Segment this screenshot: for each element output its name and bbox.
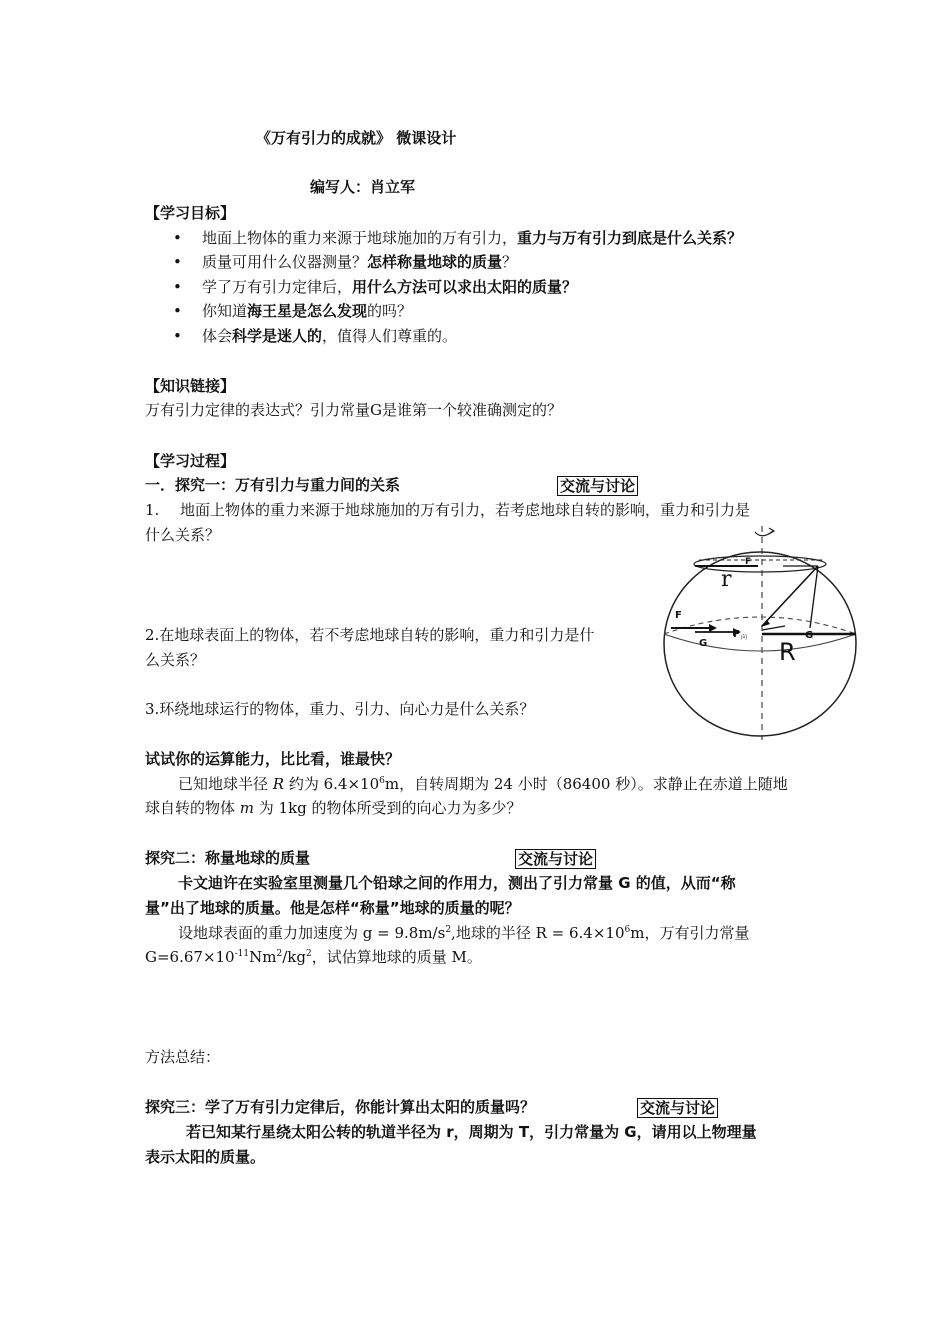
goal-text: 质量可用什么仪器测量？ xyxy=(202,253,368,271)
goals-heading: 【学习目标】 xyxy=(145,204,236,222)
inquiry3-p-line1: 若已知某行星绕太阳公转的轨道半径为 r，周期为 T，引力常量为 G，请用以上物理量 xyxy=(186,1123,757,1141)
calc-line1: 已知地球半径 R 约为 $6.4\times 10^6m$，自转周期为 24 小时（86400 秒）。求静止在赤道上随地 xyxy=(178,775,788,793)
inquiry3-p-line2: 表示太阳的质量。 xyxy=(145,1148,266,1166)
label-R: R xyxy=(779,638,796,666)
bullet-icon: • xyxy=(173,278,182,296)
goal-emph: 怎样称量地球的质量 xyxy=(367,253,503,271)
equator xyxy=(664,617,856,634)
inquiry2-discuss-tag: 交流与讨论 xyxy=(515,849,596,869)
goal-text: 地面上物体的重力来源于地球施加的万有引力， xyxy=(202,229,518,247)
label-F-centripetal-sub: 向 xyxy=(741,634,748,641)
bullet-icon: • xyxy=(173,229,182,247)
bullet-icon: • xyxy=(173,253,182,271)
goal-text: 学了万有引力定律后， xyxy=(202,278,353,296)
inquiry2-p1-line1: 卡文迪许在实验室里测量几个铅球之间的作用力，测出了引力常量 G 的值，从而“称 xyxy=(178,874,736,892)
link-heading: 【知识链接】 xyxy=(145,377,236,395)
label-F-left: F xyxy=(675,610,682,621)
goal-tail: ？ xyxy=(502,253,518,271)
inquiry1-q1-line2: 什么关系？ xyxy=(145,526,221,544)
goal-text: 体会 xyxy=(202,327,233,345)
inquiry2-p2-line2: $G=6.67\times 10^{-11}Nm^2/kg^2$，试估算地球的质量 M。 xyxy=(145,948,482,966)
inquiry3-discuss-tag: 交流与讨论 xyxy=(637,1098,718,1118)
goal-emph: 重力与万有引力到底是什么关系？ xyxy=(517,229,743,247)
label-G-left: G xyxy=(699,638,708,649)
inquiry1-q1-num: 1. xyxy=(145,501,160,519)
goal-tail: 的吗？ xyxy=(367,302,413,320)
inquiry1-title: 一．探究一：万有引力与重力间的关系 xyxy=(145,476,401,494)
inquiry1-discuss-tag: 交流与讨论 xyxy=(557,476,638,496)
inquiry2-title: 探究二：称量地球的质量 xyxy=(145,849,311,867)
label-r: r xyxy=(721,567,732,592)
goal-tail: ，值得人们尊重的。 xyxy=(322,327,458,345)
bullet-icon: • xyxy=(173,302,182,320)
goal-emph: 用什么方法可以求出太阳的质量？ xyxy=(352,278,578,296)
label-F-centripetal: F xyxy=(733,629,740,640)
inquiry1-q1-line1: 地面上物体的重力来源于地球施加的万有引力，若考虑地球自转的影响，重力和引力是 xyxy=(180,501,751,519)
earth-rotation-diagram xyxy=(655,522,865,742)
earth-outline xyxy=(664,552,856,736)
inquiry1-q3: 3.环绕地球运行的物体，重力、引力、向心力是什么关系？ xyxy=(145,700,535,718)
bullet-icon: • xyxy=(173,327,182,345)
inquiry2-p1-line2: 量”出了地球的质量。他是怎样“称量”地球的质量的呢？ xyxy=(145,899,520,917)
method-summary: 方法总结： xyxy=(145,1048,221,1066)
inquiry1-q2-line1: 2.在地球表面上的物体，若不考虑地球自转的影响，重力和引力是什 xyxy=(145,626,595,644)
inquiry1-q2-line2: 么关系？ xyxy=(145,651,206,669)
goal-text: 你知道 xyxy=(202,302,248,320)
doc-author: 编写人：肖立军 xyxy=(310,178,416,196)
doc-title: 《万有引力的成就》 微课设计 xyxy=(256,129,457,147)
calc-title: 试试你的运算能力，比比看，谁最快？ xyxy=(145,750,401,768)
process-heading: 【学习过程】 xyxy=(145,452,236,470)
inquiry3-title: 探究三：学了万有引力定律后，你能计算出太阳的质量吗？ xyxy=(145,1098,536,1116)
inquiry2-p2-line1: 设地球表面的重力加速度为 $g = 9.8m/s^2$,地球的半径 $R = 6.4\times 10^6m$，万有引力常量 xyxy=(178,924,750,942)
calc-line2: 球自转的物体 m 为 1kg 的物体所受到的向心力为多少？ xyxy=(145,799,522,817)
goal-emph: 海王星是怎么发现 xyxy=(247,302,368,320)
label-G-right: G xyxy=(805,630,814,641)
goal-emph: 科学是迷人的 xyxy=(232,327,323,345)
label-F-top: F xyxy=(745,557,752,567)
link-text: 万有引力定律的表达式？引力常量G是谁第一个较准确测定的？ xyxy=(145,401,562,419)
